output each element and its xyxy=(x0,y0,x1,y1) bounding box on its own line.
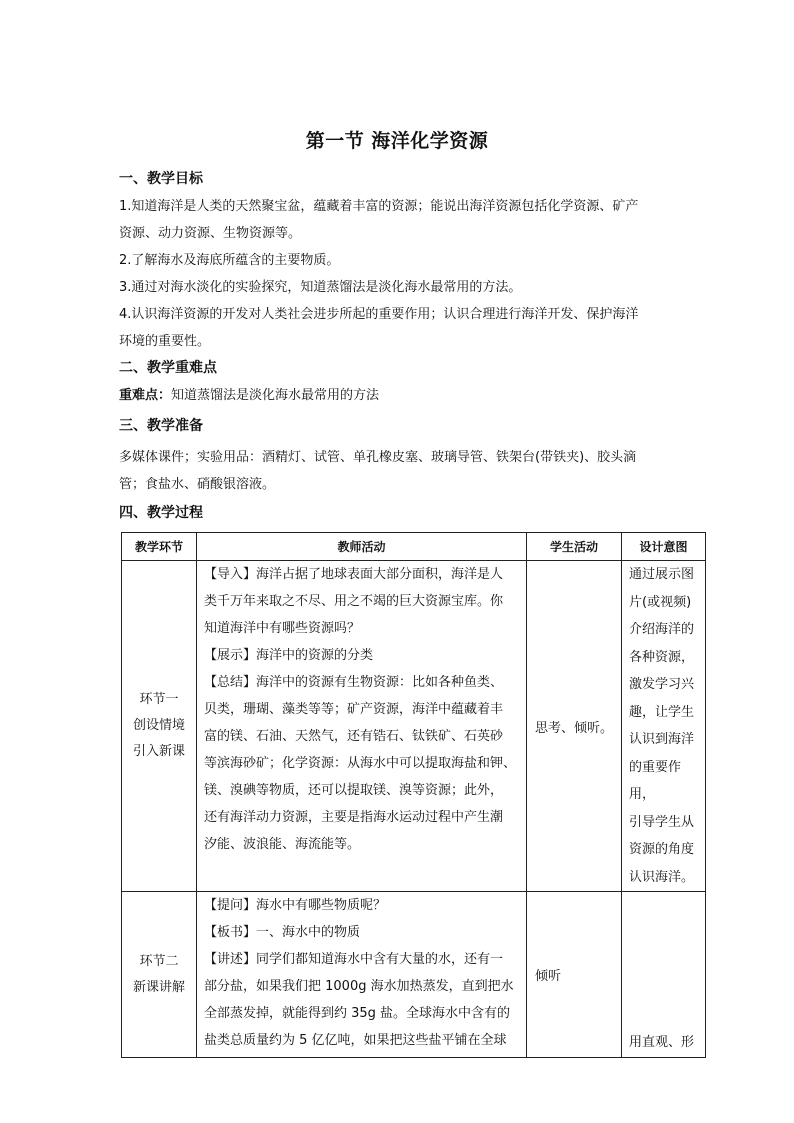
design-line: 激发学习兴 xyxy=(629,677,695,692)
design-intent-cell xyxy=(622,561,706,892)
design-line: 通过展示图 xyxy=(629,567,695,582)
objective-line: 3.通过对海水淡化的实验探究，知道蒸馏法是淡化海水最常用的方法。 xyxy=(119,280,522,295)
stage-line: 新课讲解 xyxy=(132,979,185,995)
stage-line: 创设情境 xyxy=(132,718,185,733)
header-teacher: 教师活动 xyxy=(197,533,527,561)
teacher-line: 盐类总质量约为 5 亿亿吨，如果把这些盐平铺在全球 xyxy=(204,1033,507,1048)
design-line: 趣，让学生 xyxy=(629,704,695,720)
teacher-line: 【总结】海洋中的资源有生物资源：比如各种鱼类、 xyxy=(204,675,504,690)
section-key-points xyxy=(119,355,689,409)
student-activity-cell: 思考、倾听。 xyxy=(527,561,622,892)
objective-line: 4.认识海洋资源的开发对人类社会进步所起的重要作用；认识合理进行海洋开发、保护海洋 xyxy=(119,307,639,322)
design-line: 引导学生从 xyxy=(629,814,695,830)
section-heading: 三、教学准备 xyxy=(119,418,203,434)
stage-line: 环节一 xyxy=(139,692,179,707)
design-intent-cell: 用直观、形 xyxy=(622,892,706,1058)
section-heading: 二、教学重难点 xyxy=(119,360,217,376)
stage-line: 环节二 xyxy=(139,953,179,969)
teacher-line: 【展示】海洋中的资源的分类 xyxy=(204,648,374,663)
design-line: 认识海洋。 xyxy=(629,869,695,885)
header-student: 学生活动 xyxy=(527,533,622,561)
header-design: 设计意图 xyxy=(622,533,706,561)
header-stage: 教学环节 xyxy=(122,533,197,561)
teacher-line: 类千万年来取之不尽、用之不竭的巨大资源宝库。你 xyxy=(204,594,504,609)
teacher-line: 知道海洋中有哪些资源吗？ xyxy=(204,621,361,636)
objective-line: 环境的重要性。 xyxy=(119,334,211,349)
teacher-line: 汐能、波浪能、海流能等。 xyxy=(204,837,361,852)
teacher-activity-cell xyxy=(197,892,527,1058)
teacher-line: 全部蒸发掉，就能得到约 35g 盐。全球海水中含有的 xyxy=(204,1006,511,1021)
teacher-line: 富的镁、石油、天然气，还有锆石、钛铁矿、石英砂 xyxy=(204,729,504,744)
section-heading: 四、教学过程 xyxy=(119,505,203,521)
design-line: 介绍海洋的 xyxy=(629,622,695,637)
objective-line: 资源、动力资源、生物资源等。 xyxy=(119,226,302,241)
objective-line: 2.了解海水及海底所蕴含的主要物质。 xyxy=(119,253,340,268)
design-line: 的重要作用， xyxy=(629,759,682,802)
teacher-line: 等滨海砂矿；化学资源：从海水中可以提取海盐和钾、 xyxy=(204,756,517,771)
table-row xyxy=(122,561,706,892)
section-process xyxy=(119,500,689,527)
process-table xyxy=(121,532,706,1058)
teacher-line: 贝类，珊瑚、藻类等等；矿产资源，海洋中蕴藏着丰 xyxy=(204,702,504,717)
design-line: 各种资源， xyxy=(629,649,695,665)
key-point-text: 知道蒸馏法是淡化海水最常用的方法 xyxy=(171,388,380,403)
teacher-line: 【提问】海水中有哪些物质呢？ xyxy=(204,898,387,913)
table-row xyxy=(122,892,706,1058)
stage-cell xyxy=(122,561,197,892)
stage-cell xyxy=(122,892,197,1058)
table-header-row xyxy=(122,533,706,561)
teacher-line: 【讲述】同学们都知道海水中含有大量的水，还有一 xyxy=(204,952,504,967)
section-objectives xyxy=(119,166,689,193)
objective-line: 1.知道海洋是人类的天然聚宝盆，蕴藏着丰富的资源；能说出海洋资源包括化学资源、矿产 xyxy=(119,199,639,214)
objectives-list xyxy=(119,193,689,355)
design-line: 资源的角度 xyxy=(629,842,695,857)
key-point-label: 重难点： xyxy=(119,388,172,403)
section-preparation xyxy=(119,413,689,498)
student-activity-cell: 倾听 xyxy=(527,892,622,1058)
teacher-activity-cell xyxy=(197,561,527,892)
teacher-line: 部分盐，如果我们把 1000g 海水加热蒸发，直到把水 xyxy=(204,979,514,994)
section-heading: 一、教学目标 xyxy=(119,171,203,187)
teacher-line: 镁、溴碘等物质，还可以提取镁、溴等资源；此外， xyxy=(204,783,504,798)
preparation-line: 管；食盐水、硝酸银溶液。 xyxy=(119,477,276,492)
teacher-line: 还有海洋动力资源，主要是指海水运动过程中产生潮 xyxy=(204,810,504,825)
key-point-line xyxy=(119,382,689,409)
teacher-line: 【板书】一、海水中的物质 xyxy=(204,925,361,940)
stage-line: 引入新课 xyxy=(132,744,185,759)
document-title: 第一节 海洋化学资源 xyxy=(305,130,489,152)
teacher-line: 【导入】海洋占据了地球表面大部分面积，海洋是人 xyxy=(204,567,504,582)
preparation-line: 多媒体课件；实验用品：酒精灯、试管、单孔橡皮塞、玻璃导管、铁架台(带铁夹)、胶头滴 xyxy=(119,450,637,465)
design-line: 认识到海洋 xyxy=(629,732,695,747)
design-line: 片(或视频) xyxy=(629,594,692,610)
